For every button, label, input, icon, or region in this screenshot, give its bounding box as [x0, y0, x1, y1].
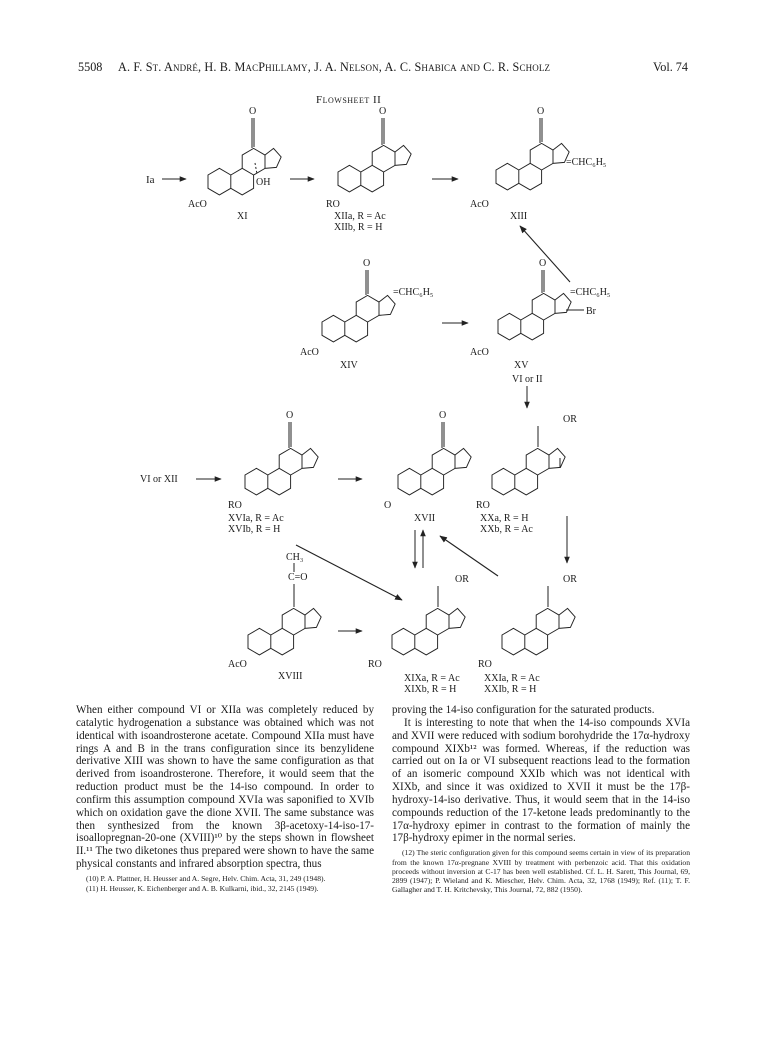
structure-xviii: [228, 552, 321, 670]
svg-text:C=O: C=O: [288, 572, 308, 583]
svg-text:AcO: AcO: [470, 199, 489, 210]
svg-text:=CHC₆H₅: =CHC₆H₅: [566, 157, 607, 168]
arrow-xviii-to-xix: [296, 545, 402, 600]
svg-text:RO: RO: [228, 500, 242, 511]
svg-text:O: O: [286, 410, 294, 421]
compound-label-xiia: XIIa, R = Ac: [334, 211, 386, 222]
structure-xx: [476, 414, 577, 511]
footnote-10: (10) P. A. Plattner, H. Heusser and A. Segre, Helv. Chim. Acta, 31, 249 (1948).: [86, 873, 326, 883]
structure-xv: [470, 258, 610, 358]
structure-xxi: [478, 574, 577, 670]
structure-xvi: [228, 410, 318, 511]
structure-xiii: [470, 106, 606, 210]
svg-text:O: O: [537, 106, 545, 117]
footnotes-right: [392, 848, 690, 894]
svg-text:=CHC₆H₅: =CHC₆H₅: [393, 287, 434, 298]
footnote-11: (11) H. Heusser, K. Eichenberger and A. B. Kulkarni, ibid., 32, 2145 (1949).: [86, 884, 319, 894]
volume-number: Vol. 74: [653, 60, 688, 74]
structure-xvii: [384, 410, 471, 511]
flowsheet-title: Flowsheet II: [316, 94, 382, 106]
compound-label-xixb: XIXb, R = H: [404, 684, 457, 695]
svg-text:AcO: AcO: [300, 347, 319, 358]
footnotes-left: [76, 874, 374, 894]
body-column-left: [76, 704, 374, 895]
label-ia: Ia: [146, 174, 155, 186]
paragraph: When either compound VI or XIIa was completely reduced by catalytic hydrogenation a substance was obtained which was not identical with isoandrosterone acetate. Compound XIIa must have rings A and B in the trans configuration since its benzylidene derivative XIII was shown to have the same configuration as that derived from isoandrosterone. Therefore, it would seem that the reduction product must be the 14-iso compound. In order to confirm this assumption compound XVIa was saponified to XVIb which on oxidation gave the dione XVII. The same substance was then synthesized from the known 3β-acetoxy-14-iso-17-isoallopregnan-20-one (XVIII)¹⁰ by the steps shown in flowsheet II.¹¹ The two diketones thus prepared were shown to have the same physical constants and infrared absorption spectra, thus: [76, 704, 374, 871]
svg-text:O: O: [539, 258, 547, 269]
svg-text:RO: RO: [478, 659, 492, 670]
svg-text:O: O: [384, 500, 392, 511]
structure-xii: [326, 106, 411, 210]
body-column-right: [392, 704, 690, 896]
compound-label-xvib: XVIb, R = H: [228, 524, 281, 535]
compound-label-xxia: XXIa, R = Ac: [484, 673, 540, 684]
svg-text:RO: RO: [476, 500, 490, 511]
compound-label-xi: XI: [237, 211, 248, 222]
arrow-xxi-to-xvii: [440, 536, 498, 576]
svg-text:RO: RO: [368, 659, 382, 670]
compound-label-xiv: XIV: [340, 360, 358, 371]
reagent-vi-or-xii: VI or XII: [140, 474, 178, 485]
svg-text:O: O: [379, 106, 387, 117]
svg-text:O: O: [363, 258, 371, 269]
svg-text:RO: RO: [326, 199, 340, 210]
svg-text:CH₃: CH₃: [286, 552, 304, 563]
compound-label-xxa: XXa, R = H: [480, 513, 529, 524]
structure-xiv: [300, 258, 433, 358]
svg-text:OR: OR: [455, 574, 469, 585]
svg-text:AcO: AcO: [470, 347, 489, 358]
footnote-12: (12) The steric configuration given for this compound seems certain in view of its preparation from the known 17α-pregnane XVIII by treatment with perbenzoic acid. That this oxidation proceeds without inversion at C-17 has been well established. Cf. L. H. Sarett, This Journal, 69, 2899 (1947); P. Wieland and K. Miescher, Helv. Chim. Acta, 32, 1768 (1949); Ref. (11); T. F. Gallagher and T. H. Kritchevsky, This Journal, 72, 882 (1950).: [392, 848, 690, 895]
compound-label-xviii: XVIII: [278, 671, 303, 682]
structure-xi: [188, 106, 281, 210]
structure-xix: [368, 574, 469, 670]
reagent-vi-or-ii: VI or II: [512, 374, 543, 385]
svg-text:AcO: AcO: [188, 199, 207, 210]
svg-text:OR: OR: [563, 574, 577, 585]
compound-label-xiib: XIIb, R = H: [334, 222, 383, 233]
svg-text:Br: Br: [586, 306, 596, 317]
compound-label-xxib: XXIb, R = H: [484, 684, 537, 695]
svg-text:=CHC₆H₅: =CHC₆H₅: [570, 287, 611, 298]
compound-label-xixa: XIXa, R = Ac: [404, 673, 460, 684]
compound-label-xvia: XVIa, R = Ac: [228, 513, 284, 524]
compound-label-xiii: XIII: [510, 211, 528, 222]
svg-text:O: O: [249, 106, 257, 117]
arrow-xv-to-xiii: [520, 226, 570, 282]
svg-text:OH: OH: [256, 177, 271, 188]
compound-label-xxb: XXb, R = Ac: [480, 524, 533, 535]
compound-label-xv: XV: [514, 360, 529, 371]
compound-label-xvii: XVII: [414, 513, 436, 524]
paragraph: It is interesting to note that when the 14-iso compounds XVIa and XVII were reduced with sodium borohydride the 17α-hydroxy compound XIXb¹² was formed. Whereas, if the reduction was carried out on Ia or VI subsequent reactions lead to the formation of an isomeric compound XXIb which was not identical with XIXb, and since it was oxidized to XVII it must be the 17β-hydroxy-14-iso derivative. Thus, it would seem that in the 14-iso compounds reduction of the 17-ketone leads predominantly to the 17α-hydroxy epimer in contrast to the formation of mainly the 17β-hydroxy epimer in the normal series.: [392, 716, 690, 845]
running-authors: A. F. St. André, H. B. MacPhillamy, J. A. Nelson, A. C. Shabica and C. R. Scholz: [118, 60, 551, 74]
svg-text:AcO: AcO: [228, 659, 247, 670]
svg-text:O: O: [439, 410, 447, 421]
page-number: 5508: [78, 60, 103, 74]
paragraph: proving the 14-iso configuration for the saturated products.: [392, 704, 655, 716]
svg-text:OR: OR: [563, 414, 577, 425]
